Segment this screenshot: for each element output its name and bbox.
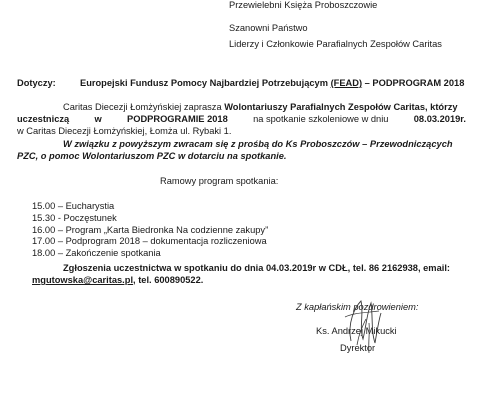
recipient-priests: Przewielebni Księża Proboszczowie [229,0,378,10]
body-p1-line1 [63,102,458,113]
subject-text-prefix: Europejski Fundusz Pomocy Najbardziej Potrzebującym [80,78,331,88]
body-p2-line1: W związku z powyższym zwracam się z prośbą do Ks Proboszczów – Przewodniczących [63,139,453,149]
body-p1-l1-bold: Wolontariuszy Parafialnych Zespołów Caritas, którzy [224,102,458,112]
body-p1-l2-bold-b: PODPROGRAMIE 2018 [127,114,228,124]
recipient-leaders: Liderzy i Członkowie Parafialnych Zespołów Caritas [229,39,442,49]
body-p1-l2-bold-a: uczestniczą [17,114,70,124]
program-item: 16.00 – Program „Karta Biedronka Na codzienne zakupy” [32,225,269,235]
body-p1-line3: w Caritas Diecezji Łomżyńskiej, Łomża ul. Rybaki 1. [17,126,232,136]
signatory-title: Dyrektor [340,343,376,353]
registration-line1: Zgłoszenia uczestnictwa w spotkaniu do dnia 04.03.2019r w CDŁ, tel. 86 2162938, email: [63,263,450,273]
body-p1-line2 [17,114,466,125]
program-item: 18.00 – Zakończenie spotkania [32,248,161,258]
closing-greeting: Z kapłańskim pozdrowieniem: [296,302,419,312]
body-p2-line2: PZC, o pomoc Wolontariuszom PZC w dotarciu na spotkanie. [17,151,287,161]
subject-label: Dotyczy: [17,78,56,88]
body-p1-l2-normal: na spotkanie szkoleniowe w dniu [253,114,389,124]
registration-line2 [32,275,203,286]
program-item: 15.00 – Eucharystia [32,201,115,211]
body-p1-l2-w: w [94,114,102,124]
program-item: 15.30 - Poczęstunek [32,213,117,223]
signatory-name: Ks. Andrzej Mikucki [316,326,397,336]
subject-text-suffix: – PODPROGRAM 2018 [362,78,465,88]
registration-email-link[interactable]: mgutowska@caritas.pl [32,275,134,285]
subject-fead: (FEAD) [330,78,363,88]
body-p1-l1-normal: Caritas Diecezji Łomżyńskiej zaprasza [63,102,225,112]
registration-phone: , tel. 600890522. [133,275,204,285]
recipient-greeting: Szanowni Państwo [229,23,308,33]
subject-line [80,78,464,89]
program-heading: Ramowy program spotkania: [160,176,279,186]
body-p1-l2-date: 08.03.2019r. [413,114,466,124]
handwritten-signature [333,283,393,363]
program-item: 17.00 – Podprogram 2018 – dokumentacja rozliczeniowa [32,236,267,246]
